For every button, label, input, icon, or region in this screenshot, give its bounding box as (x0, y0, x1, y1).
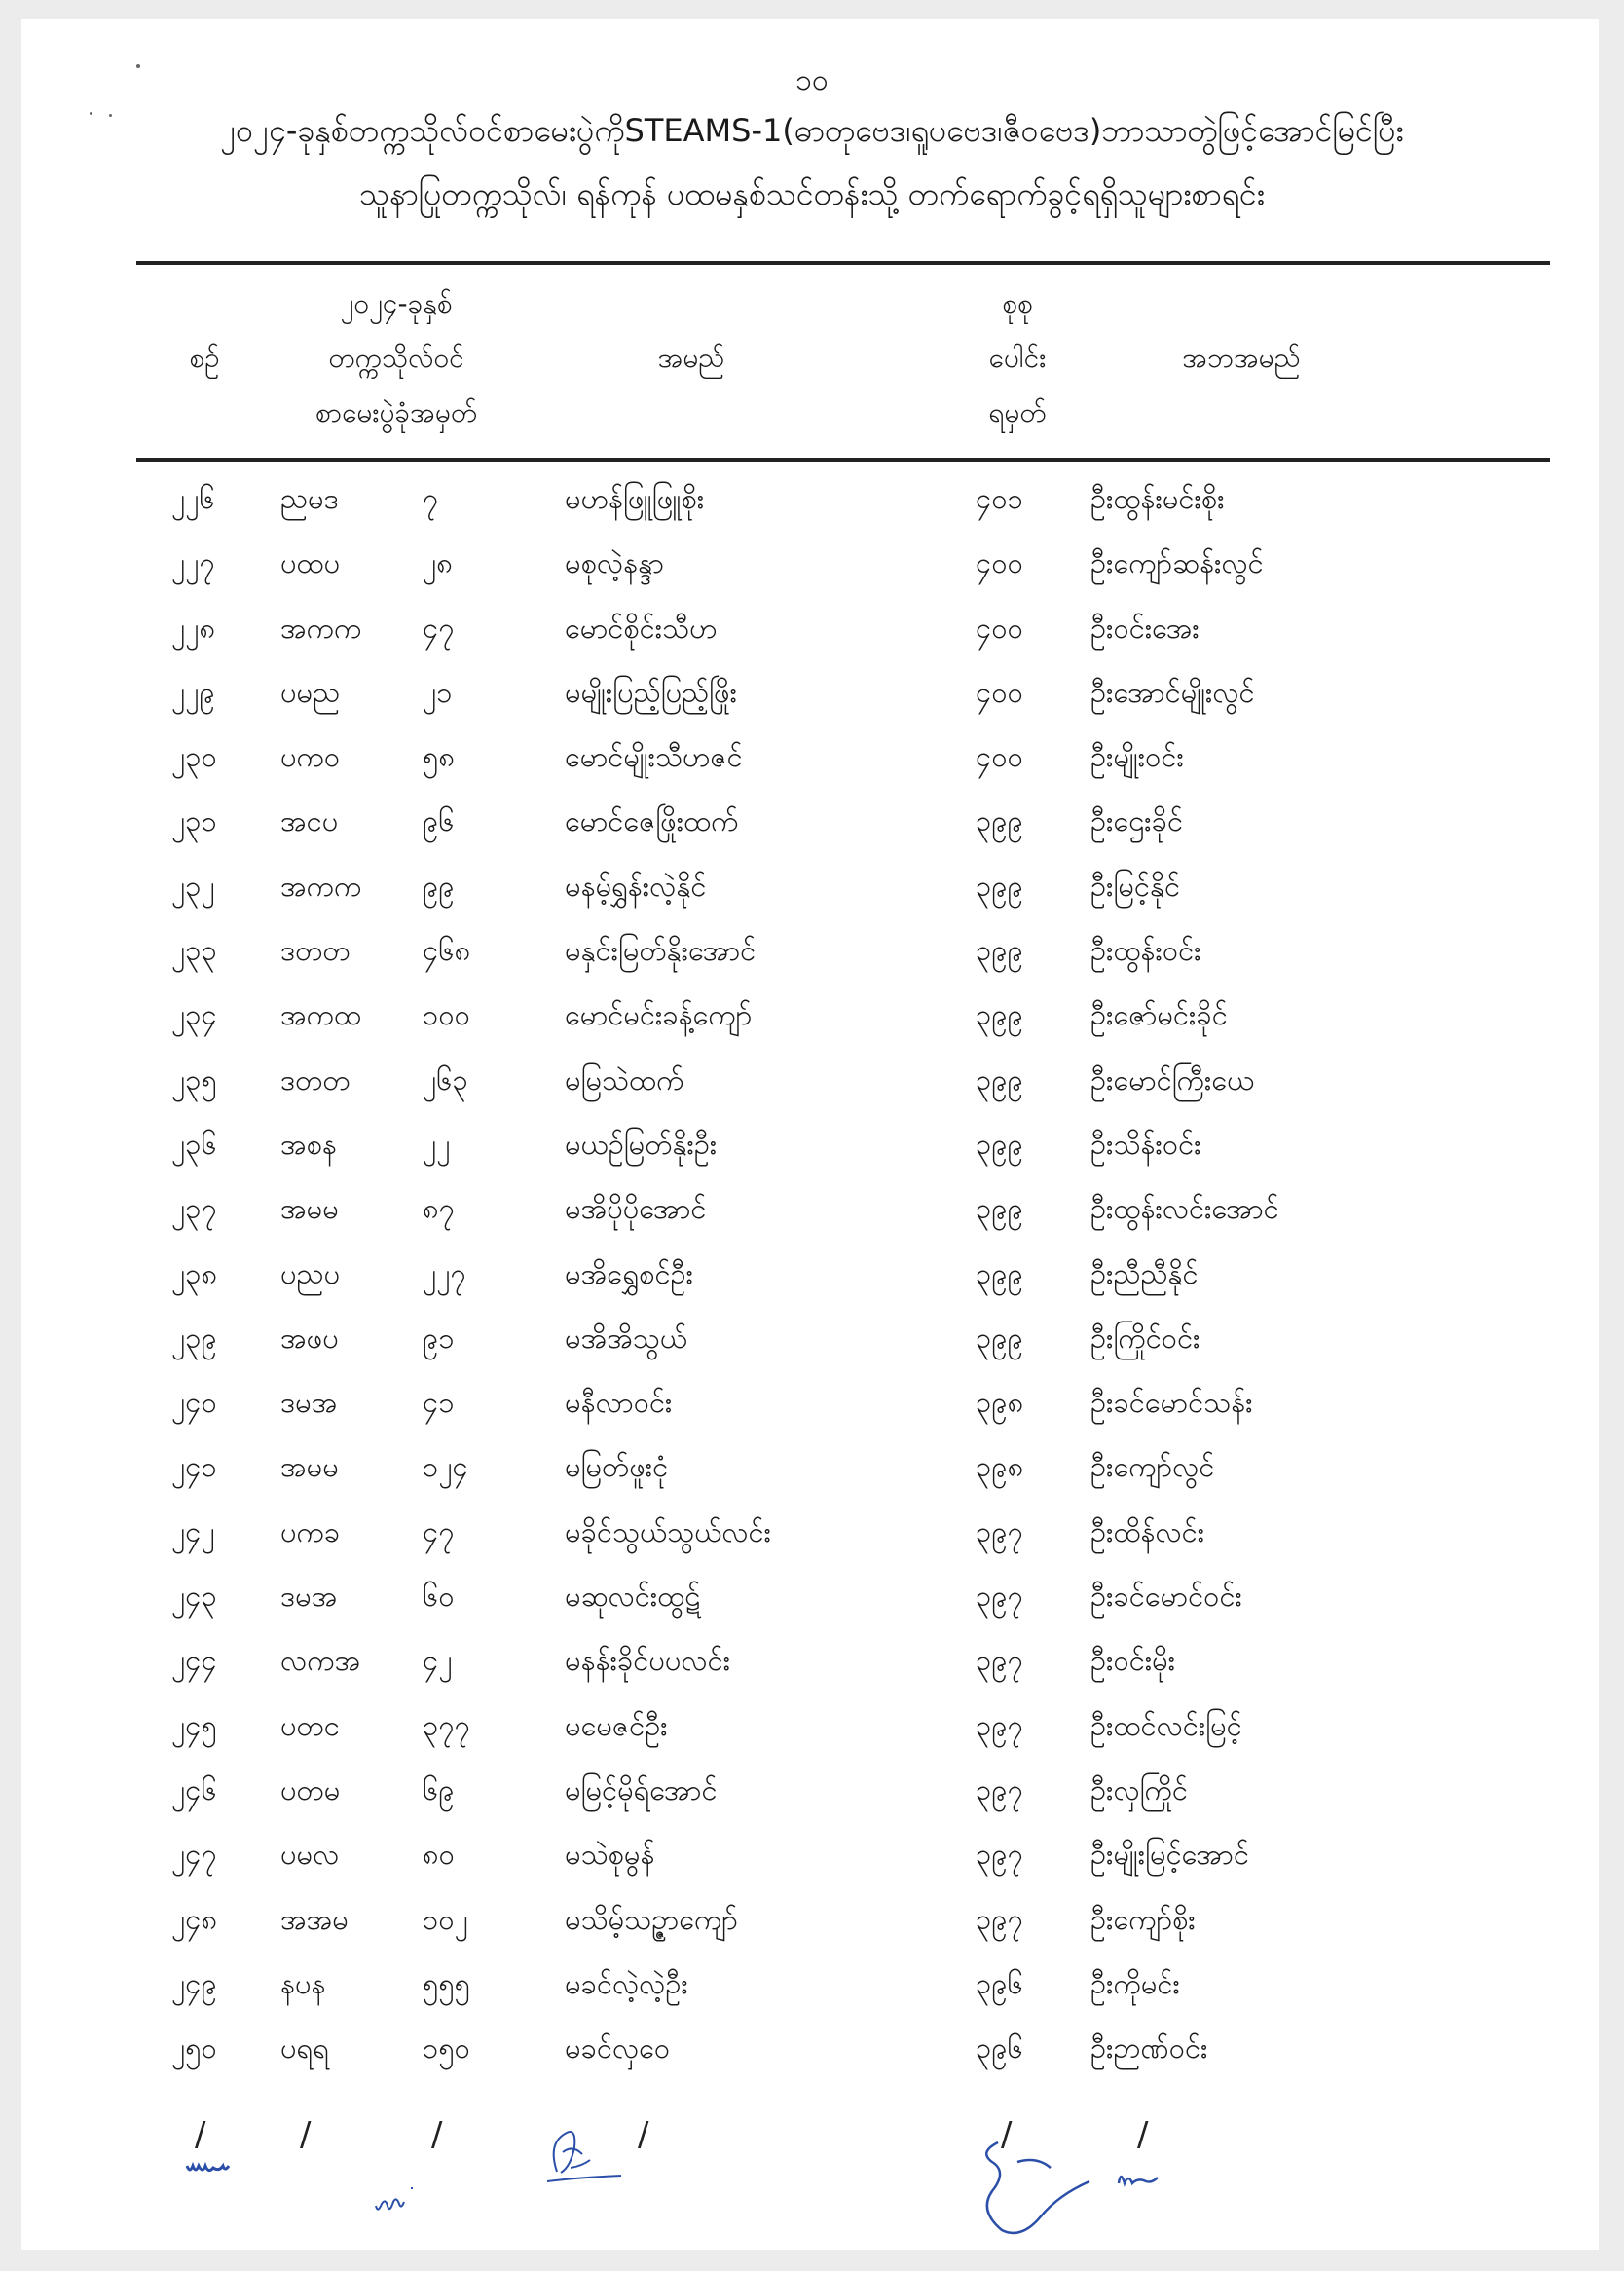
seat-number-cell: ၅၈ (423, 740, 455, 774)
father-name-cell: ဦးဝင်းမိုး (1090, 1644, 1176, 1678)
exam-centre-cell: လကအ (280, 1644, 361, 1678)
serial-cell: ၂၄၆ (171, 1772, 217, 1806)
exam-centre-cell: နပန (280, 1966, 326, 2000)
exam-centre-cell: အကက (280, 869, 362, 903)
total-marks-cell: ၃၉၉ (976, 1321, 1023, 1355)
father-name-cell: ဦးထွန်းလင်းအောင် (1090, 1192, 1279, 1226)
total-marks-cell: ၄၀၁ (976, 482, 1023, 515)
father-name-cell: ဦးဉာဏ်ဝင်း (1090, 2031, 1208, 2066)
exam-centre-cell: အကထ (280, 998, 362, 1032)
exam-centre-cell: အမမ (280, 1450, 339, 1484)
table-row (0, 726, 1624, 790)
exam-centre-cell: ညမဒ (280, 482, 339, 515)
seat-number-cell: ၁၂၄ (423, 1450, 468, 1484)
seat-number-cell: ၂၂ (423, 1127, 451, 1161)
total-marks-cell: ၃၉၈ (976, 1450, 1024, 1484)
table-row (0, 1501, 1624, 1565)
serial-cell: ၂၄၃ (171, 1580, 217, 1614)
student-name-cell: မမြင့်မိုရ်အောင် (565, 1772, 718, 1806)
student-name-cell: မဆုလင်းထွဋ် (565, 1580, 701, 1614)
father-name-cell: ဦးညီညီနိုင် (1090, 1256, 1199, 1290)
serial-cell: ၂၃၄ (171, 998, 217, 1032)
table-row (0, 790, 1624, 854)
table-row (0, 855, 1624, 919)
exam-centre-cell: အစန (280, 1127, 337, 1161)
signature-tick-mark: / (300, 2115, 312, 2154)
seat-number-cell: ၈၀ (423, 1838, 455, 1872)
father-name-cell: ဦးဇော်မင်းခိုင် (1090, 998, 1228, 1032)
student-name-cell: မစုလဲ့နန္ဒာ (565, 546, 664, 580)
seat-number-cell: ၂၆၃ (423, 1062, 468, 1097)
table-top-rule (136, 261, 1550, 265)
exam-centre-cell: အကက (280, 611, 362, 645)
father-name-cell: ဦးမျိုးမြင့်အောင် (1090, 1838, 1249, 1872)
serial-cell: ၂၄၁ (171, 1450, 217, 1484)
signature-3 (537, 2123, 625, 2191)
seat-number-cell: ၁၀၀ (423, 998, 470, 1032)
header-total-marks: စုစု ပေါင်း ရမှတ် (988, 287, 1047, 428)
exam-centre-cell: ဒတတ (280, 1062, 351, 1097)
table-row (0, 1435, 1624, 1500)
signature-1 (183, 2152, 241, 2181)
total-marks-cell: ၃၉၇ (976, 1772, 1023, 1806)
total-marks-cell: ၃၉၉ (976, 1062, 1023, 1097)
total-marks-cell: ၃၉၉ (976, 804, 1023, 838)
serial-cell: ၂၄၂ (171, 1514, 215, 1548)
father-name-cell: ဦးဌေးခိုင် (1090, 804, 1184, 838)
exam-centre-cell: ပညပ (280, 1256, 341, 1290)
father-name-cell: ဦးလှကြိုင် (1090, 1772, 1188, 1806)
exam-centre-cell: ဒမအ (280, 1580, 338, 1614)
exam-centre-cell: ပကခ (280, 1514, 341, 1548)
serial-cell: ၂၄၄ (171, 1644, 217, 1678)
student-name-cell: မောင်ဇေဖြိုးထက် (565, 804, 739, 838)
signature-ticks (0, 2115, 1624, 2154)
table-row (0, 1629, 1624, 1694)
total-marks-cell: ၃၉၉ (976, 1127, 1023, 1161)
table-row (0, 661, 1624, 726)
table-row (0, 1371, 1624, 1435)
table-row (0, 1759, 1624, 1823)
seat-number-cell: ၉၉ (423, 869, 455, 903)
total-marks-cell: ၃၉၇ (976, 1514, 1023, 1548)
serial-cell: ၂၅၀ (171, 2031, 217, 2066)
seat-number-cell: ၁၀၂ (423, 1902, 468, 1936)
student-name-cell: မမြတ်ဖူးငုံ (565, 1450, 669, 1484)
table-row (0, 1694, 1624, 1759)
serial-cell: ၂၃၂ (171, 869, 215, 903)
total-marks-cell: ၃၉၇ (976, 1580, 1023, 1614)
signature-tick-mark: / (431, 2115, 443, 2154)
student-name-cell: မောင်မင်းခန့်ကျော် (565, 998, 753, 1032)
table-row (0, 1177, 1624, 1242)
serial-cell: ၂၄၀ (171, 1386, 217, 1420)
total-marks-cell: ၃၉၈ (976, 1386, 1024, 1420)
table-row (0, 1953, 1624, 2017)
total-marks-cell: ၃၉၆ (976, 2031, 1023, 2066)
student-name-cell: မအိအိသွယ် (565, 1321, 687, 1355)
exam-centre-cell: ဒတတ (280, 934, 351, 968)
serial-cell: ၂၄၉ (171, 1966, 217, 2000)
total-marks-cell: ၄၀၀ (976, 611, 1023, 645)
total-marks-cell: ၃၉၇ (976, 1644, 1023, 1678)
header-exam-seat-number: ၂၀၂၄-ခုနှစ် တက္ကသိုလ်ဝင် စာမေးပွဲခုံအမှတ် (314, 287, 478, 428)
signature-tick-mark: / (638, 2115, 649, 2154)
seat-number-cell: ၄၆၈ (423, 934, 471, 968)
header-serial: စဉ် (189, 342, 220, 374)
exam-centre-cell: အငပ (280, 804, 339, 838)
seat-number-cell: ၇ (423, 482, 439, 515)
signature-2 (370, 2167, 428, 2220)
exam-centre-cell: ပမည (280, 675, 341, 709)
student-name-cell: မောင်စိုင်းသီဟ (565, 611, 718, 645)
seat-number-cell: ၂၂၇ (423, 1256, 466, 1290)
total-marks-cell: ၃၉၇ (976, 1708, 1023, 1742)
seat-number-cell: ၄၂ (423, 1644, 453, 1678)
exam-centre-cell: ပရရ (280, 2031, 329, 2066)
table-row (0, 1243, 1624, 1307)
serial-cell: ၂၃၃ (171, 934, 217, 968)
serial-cell: ၂၃၅ (171, 1062, 217, 1097)
student-name-cell: မမျိုးပြည့်ပြည့်ဖြိုး (565, 675, 737, 709)
table-row (0, 1307, 1624, 1371)
father-name-cell: ဦးကျော်ဆန်းလွင် (1090, 546, 1264, 580)
seat-number-cell: ၄၁ (423, 1386, 455, 1420)
exam-centre-cell: ပတမ (280, 1772, 341, 1806)
signature-tick-mark: / (1001, 2115, 1013, 2154)
exam-centre-cell: အဖပ (280, 1321, 339, 1355)
header-father-name: အဘအမည် (1182, 342, 1301, 374)
serial-cell: ၂၄၅ (171, 1708, 217, 1742)
table-row (0, 1823, 1624, 1887)
document-title-line1: ၂၀၂၄-ခုနှစ်တက္ကသိုလ်ဝင်စာမေးပွဲကိုSTEAMS-1(ဓာတုဗေဒ၊ရူပဗေဒ၊ဇီဝဗေဒ)ဘာသာတွဲဖြင့်အောင်မြင်ပြီး (220, 112, 1404, 149)
father-name-cell: ဦးဝင်းအေး (1090, 611, 1200, 645)
father-name-cell: ဦးထင်လင်းမြင့် (1090, 1708, 1242, 1742)
table-row (0, 532, 1624, 596)
exam-centre-cell: ပတင (280, 1708, 340, 1742)
exam-centre-cell: ဒမအ (280, 1386, 338, 1420)
total-marks-cell: ၃၉၆ (976, 1966, 1023, 2000)
exam-centre-cell: အမမ (280, 1192, 339, 1226)
student-name-cell: မသိမ့်သဥ္ဇာကျော် (565, 1902, 738, 1936)
table-row (0, 1049, 1624, 1113)
seat-number-cell: ၄၇ (423, 611, 455, 645)
seat-number-cell: ၄၇ (423, 1514, 455, 1548)
exam-centre-cell: အအမ (280, 1902, 349, 1936)
seat-number-cell: ၈၇ (423, 1192, 455, 1226)
student-name-cell: မနှင်းမြတ်နိုးအောင် (565, 934, 757, 968)
student-name-cell: မအိပိုပိုအောင် (565, 1192, 707, 1226)
father-name-cell: ဦးကြိုင်ဝင်း (1090, 1321, 1200, 1355)
page-number: ၁၀ (795, 63, 829, 97)
serial-cell: ၂၃၀ (171, 740, 217, 774)
total-marks-cell: ၄၀၀ (976, 546, 1023, 580)
father-name-cell: ဦးခင်မောင်ဝင်း (1090, 1580, 1242, 1614)
table-row (0, 919, 1624, 984)
total-marks-cell: ၃၉၉ (976, 934, 1023, 968)
total-marks-cell: ၄၀၀ (976, 675, 1023, 709)
student-name-cell: မယဉ်မြတ်နိုးဦး (565, 1127, 718, 1161)
student-name-cell: မနီလာဝင်း (565, 1386, 673, 1420)
father-name-cell: ဦးကိုမင်း (1090, 1966, 1180, 2000)
father-name-cell: ဦးခင်မောင်သန်း (1090, 1386, 1253, 1420)
student-name-cell: မနန်းခိုင်ပပလင်း (565, 1644, 731, 1678)
seat-number-cell: ၁၅၀ (423, 2031, 470, 2066)
father-name-cell: ဦးထွန်းမင်းစိုး (1090, 482, 1225, 515)
table-row (0, 467, 1624, 532)
serial-cell: ၂၃၆ (171, 1127, 217, 1161)
student-name-cell: မအိရွှေစင်ဦး (565, 1256, 694, 1290)
exam-centre-cell: ပထပ (280, 546, 341, 580)
seat-number-cell: ၆၀ (423, 1580, 455, 1614)
serial-cell: ၂၃၉ (171, 1321, 217, 1355)
signature-4 (959, 2123, 1095, 2250)
father-name-cell: ဦးကျော်လွင် (1090, 1450, 1215, 1484)
student-name-cell: မခင်လှဝေ (565, 2031, 671, 2066)
table-row (0, 1113, 1624, 1177)
father-name-cell: ဦးမျိုးဝင်း (1090, 740, 1184, 774)
document-title-line2: သူနာပြုတက္ကသိုလ်၊ ရန်ကုန် ပထမနှစ်သင်တန်းသို့ တက်ရောက်ခွင့်ရရှိသူများစာရင်း (359, 175, 1265, 212)
serial-cell: ၂၂၉ (171, 675, 215, 709)
seat-number-cell: ၉၁ (423, 1321, 455, 1355)
table-row (0, 984, 1624, 1048)
father-name-cell: ဦးထိန်လင်း (1090, 1514, 1205, 1548)
student-name-cell: မခိုင်သွယ်သွယ်လင်း (565, 1514, 771, 1548)
header-name: အမည် (657, 342, 725, 374)
seat-number-cell: ၆၉ (423, 1772, 455, 1806)
father-name-cell: ဦးမောင်ကြီးယေ (1090, 1062, 1255, 1097)
student-name-cell: မမေဇင်ဦး (565, 1708, 668, 1742)
seat-number-cell: ၃၇၇ (423, 1708, 470, 1742)
father-name-cell: ဦးအောင်မျိုးလွင် (1090, 675, 1255, 709)
serial-cell: ၂၃၇ (171, 1192, 217, 1226)
serial-cell: ၂၃၁ (171, 804, 217, 838)
signature-tick-mark: / (1137, 2115, 1149, 2154)
total-marks-cell: ၃၉၉ (976, 998, 1023, 1032)
serial-cell: ၂၃၈ (171, 1256, 218, 1290)
father-name-cell: ဦးသိန်းဝင်း (1090, 1127, 1201, 1161)
seat-number-cell: ၉၆ (423, 804, 455, 838)
total-marks-cell: ၃၉၉ (976, 869, 1023, 903)
total-marks-cell: ၃၉၇ (976, 1902, 1023, 1936)
table-row (0, 2017, 1624, 2081)
signature-tick-mark: / (195, 2115, 206, 2154)
total-marks-cell: ၃၉၉ (976, 1192, 1023, 1226)
student-name-cell: မမြသဲထက် (565, 1062, 684, 1097)
seat-number-cell: ၂၁ (423, 675, 453, 709)
table-row (0, 597, 1624, 661)
serial-cell: ၂၂၆ (171, 482, 215, 515)
serial-cell: ၂၂၇ (171, 546, 215, 580)
total-marks-cell: ၄၀၀ (976, 740, 1023, 774)
student-name-cell: မောင်မျိုးသီဟဇင် (565, 740, 743, 774)
table-header-rule (136, 458, 1550, 462)
student-name-cell: မဟန်ဖြူဖြူစိုး (565, 482, 705, 515)
seat-number-cell: ၂၈ (423, 546, 453, 580)
student-name-cell: မခင်လဲ့လဲ့ဦး (565, 1966, 688, 2000)
student-name-cell: မနမ့်ရွှန်းလဲ့နိုင် (565, 869, 707, 903)
signature-5 (1115, 2164, 1163, 2189)
exam-centre-cell: ပကဝ (280, 740, 341, 774)
exam-centre-cell: ပမလ (280, 1838, 340, 1872)
seat-number-cell: ၅၅၅ (423, 1966, 470, 2000)
table-row (0, 1888, 1624, 1953)
serial-cell: ၂၄၇ (171, 1838, 217, 1872)
father-name-cell: ဦးထွန်းဝင်း (1090, 934, 1201, 968)
serial-cell: ၂၂၈ (171, 611, 216, 645)
student-name-cell: မသဲစုမွန် (565, 1838, 655, 1872)
table-row (0, 1565, 1624, 1629)
father-name-cell: ဦးကျော်စိုး (1090, 1902, 1196, 1936)
father-name-cell: ဦးမြင့်နိုင် (1090, 869, 1181, 903)
serial-cell: ၂၄၈ (171, 1902, 218, 1936)
total-marks-cell: ၃၉၇ (976, 1838, 1023, 1872)
table-body (0, 467, 1624, 2081)
total-marks-cell: ၃၉၉ (976, 1256, 1023, 1290)
